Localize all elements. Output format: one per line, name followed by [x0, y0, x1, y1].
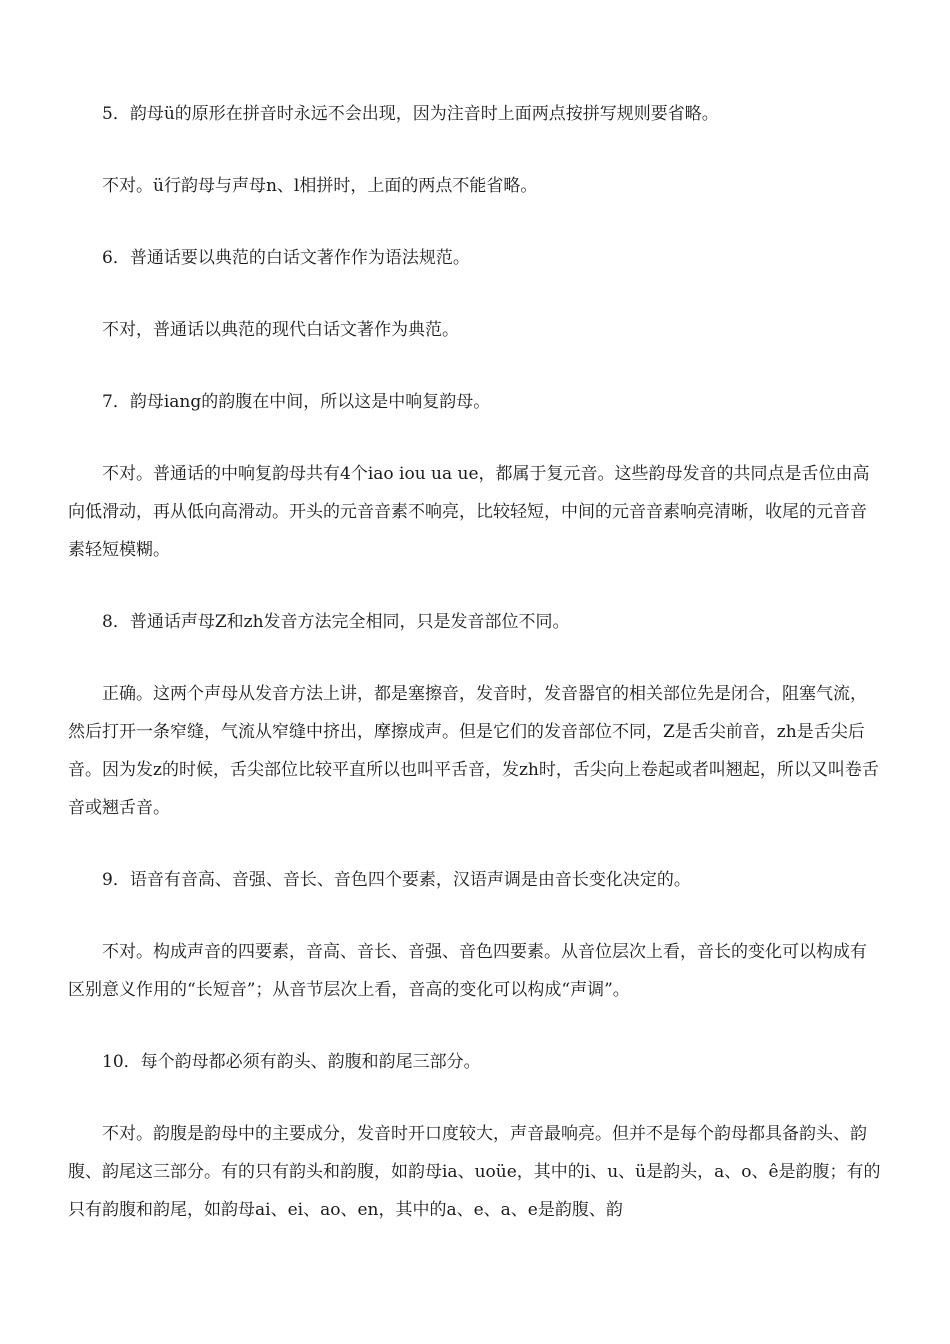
- answer-8: 正确。这两个声母从发音方法上讲，都是塞擦音，发音时，发音器官的相关部位先是闭合，阻塞气流，然后打开一条窄缝，气流从窄缝中挤出，摩擦成声。但是它们的发音部位不同，Z是舌尖前音，zh是舌尖后音。因为发z的时候，舌尖部位比较平直所以也叫平舌音，发zh时，舌尖向上卷起或者叫翘起，所以又叫卷舌音或翘舌音。: [68, 684, 879, 818]
- answer-9: 不对。构成声音的四要素，音高、音长、音强、音色四要素。从音位层次上看，音长的变化可以构成有区别意义作用的“长短音”；从音节层次上看，音高的变化可以构成“声调”。: [68, 942, 867, 1000]
- spacer: [68, 421, 882, 455]
- answer-5: 不对。ü行韵母与声母n、l相拼时，上面的两点不能省略。: [102, 176, 538, 196]
- question-9: 9．语音有音高、音强、音长、音色四个要素，汉语声调是由音长变化决定的。: [102, 870, 691, 890]
- question-8: 8．普通话声母Z和zh发音方法完全相同，只是发音部位不同。: [102, 612, 570, 632]
- question-6: 6．普通话要以典范的白话文著作作为语法规范。: [102, 248, 470, 268]
- spacer: [68, 899, 882, 933]
- spacer: [68, 1081, 882, 1115]
- question-5: 5．韵母ü的原形在拼音时永远不会出现，因为注音时上面两点按拼写规则要省略。: [102, 104, 719, 124]
- answer-6: 不对，普通话以典范的现代白话文著作为典范。: [102, 320, 459, 340]
- spacer: [68, 349, 882, 383]
- question-7: 7．韵母iang的韵腹在中间，所以这是中响复韵母。: [102, 392, 491, 412]
- question-10: 10．每个韵母都必须有韵头、韵腹和韵尾三部分。: [102, 1052, 481, 1072]
- spacer: [68, 277, 882, 311]
- answer-7: 不对。普通话的中响复韵母共有4个iao iou ua ue，都属于复元音。这些韵母发音的共同点是舌位由高向低滑动，再从低向高滑动。开头的元音音素不响亮，比较轻短，中间的元音音素响亮清晰，收尾的元音音素轻短模糊。: [68, 464, 870, 560]
- spacer: [68, 133, 882, 167]
- spacer: [68, 1009, 882, 1043]
- spacer: [68, 641, 882, 675]
- spacer: [68, 205, 882, 239]
- document-body: [68, 95, 882, 1229]
- answer-10: 不对。韵腹是韵母中的主要成分，发音时开口度较大，声音最响亮。但并不是每个韵母都具备韵头、韵腹、韵尾这三部分。有的只有韵头和韵腹，如韵母ia、uoüe，其中的i、u、ü是韵头，a、o、ê是韵腹；有的只有韵腹和韵尾，如韵母ai、ei、ao、en，其中的a、e、a、e是韵腹、韵: [68, 1124, 881, 1220]
- spacer: [68, 827, 882, 861]
- spacer: [68, 569, 882, 603]
